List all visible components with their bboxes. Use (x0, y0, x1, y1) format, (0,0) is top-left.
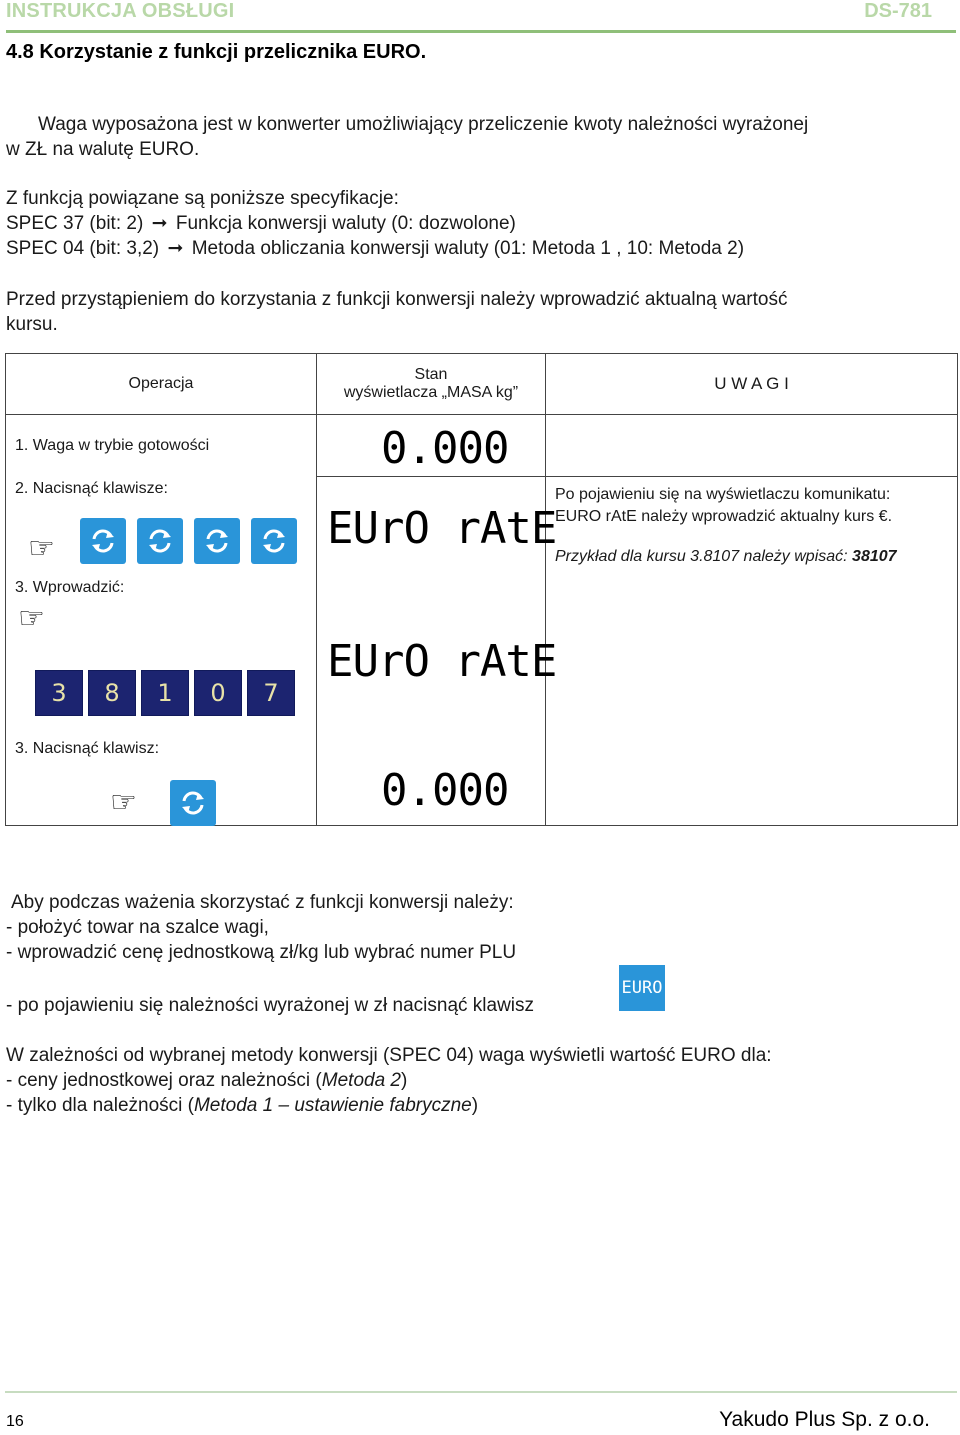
display-header-line-2: wyświetlacza „MASA kg” (343, 384, 519, 401)
notes-cell-divider (545, 476, 957, 477)
digit-key: 3 (35, 670, 83, 716)
column-header-operation: Operacja (6, 354, 317, 415)
header-model: DS-781 (864, 0, 932, 22)
pointing-hand-icon: ☞ (18, 601, 45, 636)
digit-key: 1 (141, 670, 189, 716)
convert-key-icon (80, 518, 126, 564)
column-header-display (317, 354, 546, 415)
euro-key-icon: EURO (619, 965, 665, 1011)
spec-04-code: SPEC 04 (bit: 3,2) (6, 238, 160, 259)
note-example-value: 38107 (852, 548, 897, 565)
method-2-name: Metoda 1 – ustawienie fabryczne (193, 1095, 472, 1116)
note-example (555, 548, 897, 566)
arrow-right-icon: ➞ (167, 238, 184, 259)
method-1-name: Metoda 2 (321, 1070, 401, 1091)
spec-37 (6, 211, 516, 236)
usage-lead: Aby podczas ważenia skorzystać z funkcji konwersji należy: (11, 892, 514, 913)
header-manual-title: INSTRUKCJA OBSŁUGI (6, 0, 235, 22)
method-2 (6, 1093, 478, 1118)
intro-line-1: Waga wyposażona jest w konwerter umożliwiający przeliczenie kwoty należności wyrażonej (38, 114, 809, 135)
method-lead: W zależności od wybranej metody konwersji (SPEC 04) waga wyświetli wartość EURO dla: (6, 1045, 772, 1066)
spec-37-desc: Funkcja konwersji waluty (0: dozwolone) (175, 213, 516, 234)
step-2-label: 2. Nacisnąć klawisze: (15, 480, 168, 497)
digit-key: 8 (88, 670, 136, 716)
convert-key-icon (170, 780, 216, 826)
step-4-label: 3. Nacisnąć klawisz: (15, 740, 160, 757)
operations-cell (6, 415, 317, 826)
spec-04 (6, 236, 744, 261)
method-2-close: ) (471, 1095, 479, 1116)
display-euro-rate: EUrO rAtE (327, 503, 557, 554)
intro-line-2: w ZŁ na walutę EURO. (6, 139, 200, 160)
digit-key: 0 (194, 670, 242, 716)
usage-bullet-2: - wprowadzić cenę jednostkową zł/kg lub wybrać numer PLU (6, 942, 517, 963)
convert-keys-group (80, 518, 297, 564)
notes-cell (546, 415, 958, 826)
method-1 (6, 1068, 407, 1093)
before-line-2: kursu. (6, 314, 58, 335)
display-zero: 0.000 (381, 765, 509, 816)
note-line-2: EURO rAtE należy wprowadzić aktualny kurs €. (555, 508, 893, 525)
before-line-1: Przed przystąpieniem do korzystania z funkcji konwersji należy wprowadzić aktualną wartość (6, 289, 788, 310)
company-name: Yakudo Plus Sp. z o.o. (719, 1408, 930, 1431)
display-header-line-1: Stan (414, 366, 448, 383)
usage-bullet-1: - położyć towar na szalce wagi, (6, 917, 269, 938)
convert-key-icon (251, 518, 297, 564)
spec-04-desc: Metoda obliczania konwersji waluty (01: Metoda 1 , 10: Metoda 2) (191, 238, 745, 259)
method-2-text: - tylko dla należności ( (6, 1095, 194, 1116)
footer-divider (5, 1391, 957, 1393)
pointing-hand-icon: ☞ (28, 531, 55, 566)
section-title: 4.8 Korzystanie z funkcji przelicznika EURO. (6, 41, 427, 63)
operations-table (5, 353, 958, 826)
spec-37-code: SPEC 37 (bit: 2) (6, 213, 144, 234)
page-number: 16 (6, 1413, 24, 1430)
step-1-label: 1. Waga w trybie gotowości (15, 437, 210, 454)
arrow-right-icon: ➞ (151, 213, 168, 234)
display-euro-rate: EUrO rAtE (327, 636, 557, 687)
note-line-1: Po pojawieniu się na wyświetlaczu komunikatu: (555, 486, 891, 503)
specs-lead: Z funkcją powiązane są poniższe specyfikacje: (6, 188, 399, 209)
display-zero: 0.000 (381, 423, 509, 474)
method-1-close: ) (401, 1070, 408, 1091)
digit-key: 7 (247, 670, 295, 716)
display-cell (317, 415, 557, 826)
convert-key-icon (137, 518, 183, 564)
step-3-label: 3. Wprowadzić: (15, 579, 125, 596)
display-cell-divider (316, 476, 545, 477)
pointing-hand-icon: ☞ (110, 785, 137, 820)
column-header-notes: U W A G I (546, 354, 958, 415)
usage-bullet-3: - po pojawieniu się należności wyrażonej w zł nacisnąć klawisz (6, 995, 535, 1016)
convert-key-icon (194, 518, 240, 564)
digit-keys-group (35, 670, 295, 716)
header-divider (6, 30, 956, 33)
method-1-text: - ceny jednostkowej oraz należności ( (6, 1070, 322, 1091)
note-example-text: Przykład dla kursu 3.8107 należy wpisać: (555, 548, 853, 565)
